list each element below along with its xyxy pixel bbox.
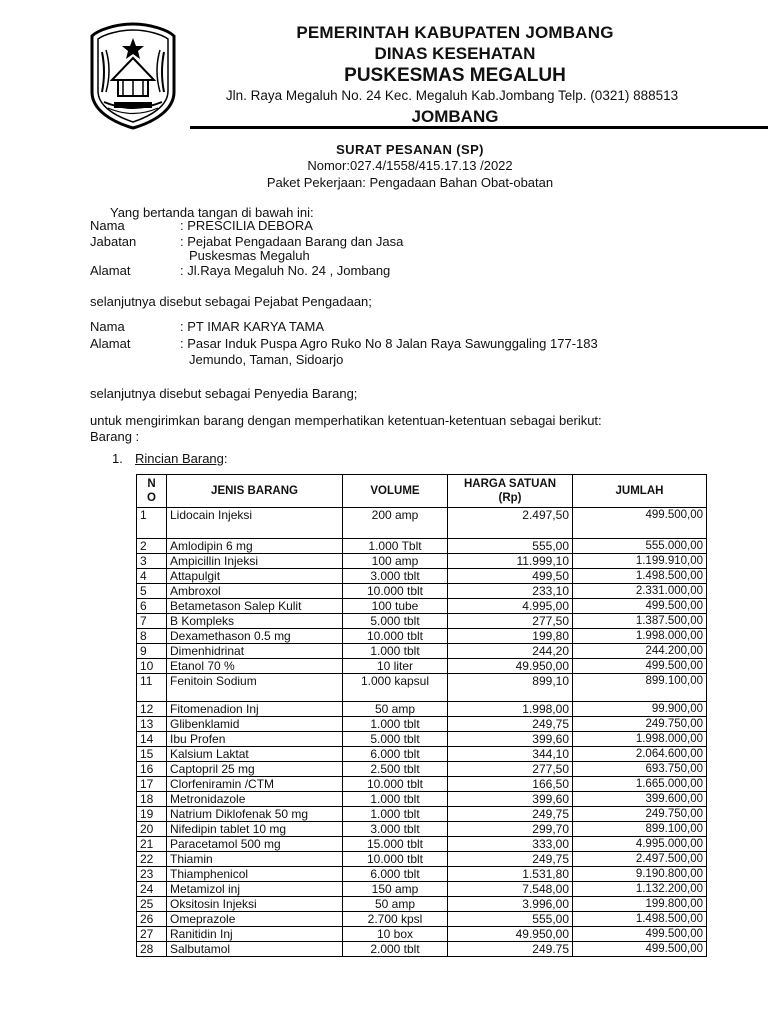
goods-table: [136, 474, 707, 957]
cell-volume: 6.000 tblt: [343, 867, 448, 882]
supplier-closing: selanjutnya disebut sebagai Penyedia Barang;: [90, 386, 358, 401]
cell-jumlah: 2.497.500,00: [573, 852, 707, 867]
table-row: [137, 777, 707, 792]
cell-jumlah: 1.498.500,00: [573, 912, 707, 927]
cell-jumlah: 249.750,00: [573, 807, 707, 822]
cell-no: 22: [137, 852, 167, 867]
cell-jumlah: 899.100,00: [573, 822, 707, 837]
cell-no: 23: [137, 867, 167, 882]
cell-volume: 10 box: [343, 927, 448, 942]
cell-no: 4: [137, 569, 167, 584]
cell-jumlah: 1.998.000,00: [573, 732, 707, 747]
table-row: [137, 852, 707, 867]
cell-harga-satuan: 249.75: [448, 942, 573, 957]
document-package: Paket Pekerjaan: Pengadaan Bahan Obat-obatan: [266, 175, 554, 190]
cell-jumlah: 1.998.000,00: [573, 629, 707, 644]
letterhead-government: PEMERINTAH KABUPATEN JOMBANG: [296, 23, 614, 42]
supplier-name-label: Nama: [90, 319, 125, 334]
table-row: [137, 614, 707, 629]
cell-volume: 2.000 tblt: [343, 942, 448, 957]
letterhead-institution: PUSKESMAS MEGALUH: [344, 65, 566, 86]
cell-volume: 10.000 tblt: [343, 584, 448, 599]
cell-no: 17: [137, 777, 167, 792]
kabupaten-jombang-emblem-icon: [88, 22, 178, 130]
cell-harga-satuan: 277,50: [448, 762, 573, 777]
cell-jumlah: 199.800,00: [573, 897, 707, 912]
table-row: [137, 659, 707, 674]
letterhead-city: JOMBANG: [411, 107, 499, 126]
cell-jenis-barang: Clorfeniramin /CTM: [167, 777, 343, 792]
cell-jenis-barang: Salbutamol: [167, 942, 343, 957]
supplier-name-value: : PT IMAR KARYA TAMA: [180, 319, 325, 334]
cell-volume: 3.000 tblt: [343, 569, 448, 584]
cell-harga-satuan: 11.999,10: [448, 554, 573, 569]
cell-no: 11: [137, 674, 167, 702]
cell-harga-satuan: 233,10: [448, 584, 573, 599]
cell-jenis-barang: Attapulgit: [167, 569, 343, 584]
cell-harga-satuan: 249,75: [448, 852, 573, 867]
goods-label: Barang :: [90, 429, 140, 444]
table-row: [137, 674, 707, 702]
cell-jenis-barang: Natrium Diklofenak 50 mg: [167, 807, 343, 822]
cell-no: 1: [137, 508, 167, 539]
letterhead-divider: [190, 126, 768, 129]
cell-no: 5: [137, 584, 167, 599]
official-address-value: : Jl.Raya Megaluh No. 24 , Jombang: [180, 263, 391, 278]
cell-jumlah: 499.500,00: [573, 927, 707, 942]
official-position-value-cont: Puskesmas Megaluh: [189, 248, 310, 263]
table-row: [137, 792, 707, 807]
table-row: [137, 882, 707, 897]
header-jumlah: JUMLAH: [573, 475, 707, 508]
cell-volume: 15.000 tblt: [343, 837, 448, 852]
cell-volume: 1.000 kapsul: [343, 674, 448, 702]
cell-volume: 1.000 tblt: [343, 644, 448, 659]
cell-jenis-barang: Ambroxol: [167, 584, 343, 599]
table-row: [137, 837, 707, 852]
cell-harga-satuan: 166,50: [448, 777, 573, 792]
cell-jenis-barang: Lidocain Injeksi: [167, 508, 343, 539]
cell-harga-satuan: 2.497,50: [448, 508, 573, 539]
cell-jumlah: 1.387.500,00: [573, 614, 707, 629]
cell-jenis-barang: Ranitidin Inj: [167, 927, 343, 942]
header-no-label: N O: [147, 478, 156, 504]
cell-jenis-barang: Ampicillin Injeksi: [167, 554, 343, 569]
cell-harga-satuan: 4.995,00: [448, 599, 573, 614]
list-item-heading: [135, 451, 228, 467]
table-row: [137, 508, 707, 539]
official-name-label: Nama: [90, 218, 125, 233]
cell-jumlah: 693.750,00: [573, 762, 707, 777]
cell-volume: 2.500 tblt: [343, 762, 448, 777]
cell-volume: 5.000 tblt: [343, 732, 448, 747]
cell-harga-satuan: 249,75: [448, 807, 573, 822]
cell-jenis-barang: Captopril 25 mg: [167, 762, 343, 777]
list-item-label: Rincian Barang: [135, 451, 224, 466]
cell-jenis-barang: Omeprazole: [167, 912, 343, 927]
cell-volume: 2.700 kpsl: [343, 912, 448, 927]
intro-text: Yang bertanda tangan di bawah ini:: [110, 205, 314, 220]
cell-no: 18: [137, 792, 167, 807]
cell-harga-satuan: 49.950,00: [448, 659, 573, 674]
cell-jenis-barang: Dexamethason 0.5 mg: [167, 629, 343, 644]
official-position-value: : Pejabat Pengadaan Barang dan Jasa: [180, 234, 404, 249]
supplier-address-value-cont: Jemundo, Taman, Sidoarjo: [189, 352, 344, 367]
cell-harga-satuan: 344,10: [448, 747, 573, 762]
supplier-address-value: : Pasar Induk Puspa Agro Ruko No 8 Jalan Raya Sawunggaling 177-183: [180, 336, 598, 351]
cell-jenis-barang: Ibu Profen: [167, 732, 343, 747]
table-row: [137, 912, 707, 927]
table-row: [137, 762, 707, 777]
cell-no: 25: [137, 897, 167, 912]
table-row: [137, 584, 707, 599]
cell-volume: 3.000 tblt: [343, 822, 448, 837]
cell-no: 21: [137, 837, 167, 852]
cell-harga-satuan: 1.531,80: [448, 867, 573, 882]
cell-volume: 1.000 tblt: [343, 807, 448, 822]
cell-jenis-barang: Amlodipin 6 mg: [167, 539, 343, 554]
cell-no: 16: [137, 762, 167, 777]
list-item-suffix: :: [223, 451, 228, 466]
cell-jumlah: 244.200,00: [573, 644, 707, 659]
cell-jumlah: 4.995.000,00: [573, 837, 707, 852]
cell-no: 10: [137, 659, 167, 674]
table-row: [137, 927, 707, 942]
cell-harga-satuan: 3.996,00: [448, 897, 573, 912]
cell-no: 28: [137, 942, 167, 957]
letterhead-address: Jln. Raya Megaluh No. 24 Kec. Megaluh Kab.Jombang Telp. (0321) 888513: [225, 88, 679, 103]
cell-harga-satuan: 899,10: [448, 674, 573, 702]
cell-jumlah: 9.190.800,00: [573, 867, 707, 882]
cell-harga-satuan: 7.548,00: [448, 882, 573, 897]
official-address-label: Alamat: [90, 263, 131, 278]
cell-harga-satuan: 499,50: [448, 569, 573, 584]
table-row: [137, 732, 707, 747]
cell-jumlah: 2.064.600,00: [573, 747, 707, 762]
table-row: [137, 629, 707, 644]
terms-intro: untuk mengirimkan barang dengan memperhatikan ketentuan-ketentuan sebagai berikut:: [90, 413, 602, 428]
table-header-row: [137, 475, 707, 508]
cell-volume: 100 tube: [343, 599, 448, 614]
cell-jenis-barang: Nifedipin tablet 10 mg: [167, 822, 343, 837]
cell-harga-satuan: 555,00: [448, 539, 573, 554]
cell-jumlah: 499.500,00: [573, 508, 707, 539]
cell-volume: 1.000 tblt: [343, 717, 448, 732]
cell-no: 2: [137, 539, 167, 554]
cell-harga-satuan: 249,75: [448, 717, 573, 732]
official-closing: selanjutnya disebut sebagai Pejabat Pengadaan;: [90, 294, 372, 309]
cell-jumlah: 555.000,00: [573, 539, 707, 554]
cell-volume: 6.000 tblt: [343, 747, 448, 762]
table-row: [137, 897, 707, 912]
cell-harga-satuan: 1.998,00: [448, 702, 573, 717]
cell-jumlah: 249.750,00: [573, 717, 707, 732]
cell-jumlah: 99.900,00: [573, 702, 707, 717]
table-row: [137, 599, 707, 614]
cell-no: 26: [137, 912, 167, 927]
cell-jumlah: 499.500,00: [573, 942, 707, 957]
cell-harga-satuan: 244,20: [448, 644, 573, 659]
cell-jumlah: 1.199.910,00: [573, 554, 707, 569]
cell-volume: 10.000 tblt: [343, 777, 448, 792]
cell-harga-satuan: 333,00: [448, 837, 573, 852]
header-harga: HARGA SATUAN (Rp): [448, 475, 573, 508]
supplier-address-label: Alamat: [90, 336, 131, 351]
cell-jenis-barang: Fitomenadion Inj: [167, 702, 343, 717]
cell-harga-satuan: 299,70: [448, 822, 573, 837]
cell-jumlah: 1.665.000,00: [573, 777, 707, 792]
cell-jumlah: 899.100,00: [573, 674, 707, 702]
cell-no: 3: [137, 554, 167, 569]
cell-jenis-barang: Etanol 70 %: [167, 659, 343, 674]
cell-harga-satuan: 555,00: [448, 912, 573, 927]
cell-jenis-barang: Oksitosin Injeksi: [167, 897, 343, 912]
cell-harga-satuan: 399,60: [448, 732, 573, 747]
cell-jumlah: 399.600,00: [573, 792, 707, 807]
cell-volume: 150 amp: [343, 882, 448, 897]
official-position-label: Jabatan: [90, 234, 137, 249]
cell-jumlah: 1.498.500,00: [573, 569, 707, 584]
header-jenis: JENIS BARANG: [167, 475, 343, 508]
cell-volume: 1.000 tblt: [343, 792, 448, 807]
cell-jenis-barang: B Kompleks: [167, 614, 343, 629]
cell-jenis-barang: Metronidazole: [167, 792, 343, 807]
cell-harga-satuan: 277,50: [448, 614, 573, 629]
cell-jenis-barang: Kalsium Laktat: [167, 747, 343, 762]
table-row: [137, 717, 707, 732]
cell-no: 12: [137, 702, 167, 717]
cell-no: 6: [137, 599, 167, 614]
list-number: 1.: [112, 451, 123, 466]
cell-no: 9: [137, 644, 167, 659]
cell-volume: 10.000 tblt: [343, 852, 448, 867]
cell-volume: 100 amp: [343, 554, 448, 569]
cell-volume: 10.000 tblt: [343, 629, 448, 644]
table-row: [137, 569, 707, 584]
header-no: [137, 475, 167, 508]
cell-jenis-barang: Thiamin: [167, 852, 343, 867]
official-name-value: : PRESCILIA DEBORA: [180, 218, 313, 233]
document-title: SURAT PESANAN (SP): [336, 142, 484, 157]
table-row: [137, 807, 707, 822]
letterhead-agency: DINAS KESEHATAN: [374, 44, 536, 63]
table-row: [137, 702, 707, 717]
cell-jenis-barang: Paracetamol 500 mg: [167, 837, 343, 852]
table-row: [137, 867, 707, 882]
cell-no: 15: [137, 747, 167, 762]
cell-harga-satuan: 199,80: [448, 629, 573, 644]
table-row: [137, 942, 707, 957]
cell-jenis-barang: Glibenklamid: [167, 717, 343, 732]
cell-jenis-barang: Betametason Salep Kulit: [167, 599, 343, 614]
cell-jumlah: 1.132.200,00: [573, 882, 707, 897]
cell-harga-satuan: 49.950,00: [448, 927, 573, 942]
cell-volume: 50 amp: [343, 897, 448, 912]
document-number: Nomor:027.4/1558/415.17.13 /2022: [307, 158, 513, 173]
cell-volume: 200 amp: [343, 508, 448, 539]
cell-no: 24: [137, 882, 167, 897]
cell-volume: 50 amp: [343, 702, 448, 717]
cell-volume: 10 liter: [343, 659, 448, 674]
cell-no: 20: [137, 822, 167, 837]
cell-jenis-barang: Metamizol inj: [167, 882, 343, 897]
cell-no: 13: [137, 717, 167, 732]
cell-jenis-barang: Thiamphenicol: [167, 867, 343, 882]
cell-jumlah: 2.331.000,00: [573, 584, 707, 599]
cell-no: 7: [137, 614, 167, 629]
cell-no: 8: [137, 629, 167, 644]
table-row: [137, 747, 707, 762]
table-row: [137, 554, 707, 569]
cell-volume: 5.000 tblt: [343, 614, 448, 629]
cell-volume: 1.000 Tblt: [343, 539, 448, 554]
cell-no: 19: [137, 807, 167, 822]
table-row: [137, 644, 707, 659]
cell-jenis-barang: Dimenhidrinat: [167, 644, 343, 659]
cell-no: 27: [137, 927, 167, 942]
letterhead: [82, 18, 722, 132]
cell-jumlah: 499.500,00: [573, 599, 707, 614]
table-row: [137, 822, 707, 837]
cell-harga-satuan: 399,60: [448, 792, 573, 807]
header-volume: VOLUME: [343, 475, 448, 508]
cell-jumlah: 499.500,00: [573, 659, 707, 674]
table-row: [137, 539, 707, 554]
cell-no: 14: [137, 732, 167, 747]
cell-jenis-barang: Fenitoin Sodium: [167, 674, 343, 702]
